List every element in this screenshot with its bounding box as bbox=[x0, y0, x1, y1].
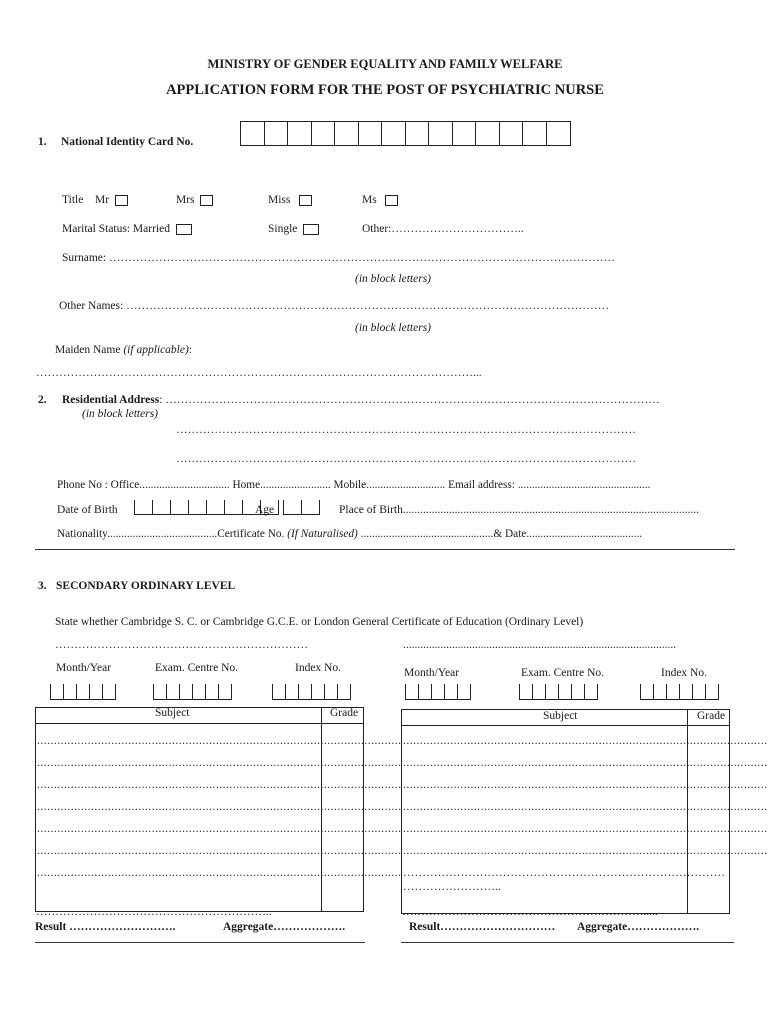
title-option-mrs[interactable] bbox=[176, 194, 213, 206]
address-line-2[interactable]: ………………………………………………………………………………………………………… bbox=[176, 424, 636, 436]
phone-email-line[interactable]: Phone No : Office................................ Home......................... Mobile............................ Email address: ............................................... bbox=[57, 479, 651, 491]
title-option-miss[interactable] bbox=[268, 194, 312, 206]
marital-status-married[interactable] bbox=[62, 223, 192, 235]
right-exam-centre-label: Exam. Centre No. bbox=[521, 667, 605, 679]
left-subject-row[interactable]: ............................................................................................................ bbox=[37, 779, 402, 791]
maiden-note: (if applicable) bbox=[123, 344, 189, 356]
right-bottom-dots: ………………………………………………………..... bbox=[402, 906, 658, 918]
form-title: APPLICATION FORM FOR THE POST OF PSYCHIATRIC NURSE bbox=[166, 82, 604, 98]
marital-married-label: Marital Status: Married bbox=[62, 223, 170, 235]
nic-label: National Identity Card No. bbox=[61, 136, 194, 148]
maiden-colon: : bbox=[188, 344, 193, 356]
naturalised-note: (If Naturalised) bbox=[287, 528, 358, 540]
left-subject-header: Subject bbox=[155, 707, 190, 719]
right-subject-row[interactable]: ............................................................................................................ bbox=[403, 801, 768, 813]
address-line-3[interactable]: ………………………………………………………………………………………………………… bbox=[176, 453, 636, 465]
residential-address-dots: : ………………………………………………………………………………………………………………… bbox=[159, 394, 660, 406]
right-exam-centre-boxes[interactable] bbox=[519, 684, 598, 700]
marital-other-field[interactable]: Other:…………………………….. bbox=[362, 223, 524, 235]
left-subject-row[interactable]: ............................................................................................................ bbox=[37, 823, 402, 835]
left-subject-row[interactable]: ............................................................................................................ bbox=[37, 867, 402, 879]
left-month-year-label: Month/Year bbox=[56, 662, 112, 674]
section2-number: 2. bbox=[38, 394, 47, 406]
single-label: Single bbox=[268, 223, 298, 235]
left-exam-dots[interactable]: ………………………………………………………… bbox=[55, 639, 308, 651]
section3-label: SECONDARY ORDINARY LEVEL bbox=[56, 580, 236, 592]
right-aggregate-field[interactable]: Aggregate………………. bbox=[577, 921, 700, 933]
right-index-label: Index No. bbox=[661, 667, 707, 679]
right-month-year-label: Month/Year bbox=[404, 667, 460, 679]
left-index-boxes[interactable] bbox=[272, 684, 351, 700]
age-label: Age bbox=[255, 504, 275, 516]
left-index-label: Index No. bbox=[295, 662, 341, 674]
right-subject-row[interactable]: ............................................................................................................ bbox=[403, 779, 768, 791]
age-input-boxes[interactable] bbox=[283, 500, 320, 515]
right-result-field[interactable]: Result………………………… bbox=[409, 921, 556, 933]
place-of-birth-field[interactable]: Place of Birth....................................................................................................... bbox=[339, 504, 699, 516]
residential-address-label: Residential Address bbox=[62, 394, 160, 406]
title-mr-checkbox[interactable] bbox=[115, 195, 128, 206]
left-month-year-boxes[interactable] bbox=[50, 684, 116, 700]
left-aggregate-field[interactable]: Aggregate………………. bbox=[223, 921, 346, 933]
right-subject-row[interactable]: ............................................................................................................ bbox=[403, 845, 768, 857]
title-ms-checkbox[interactable] bbox=[385, 195, 398, 206]
title-miss-label: Miss bbox=[268, 194, 291, 206]
other-names-block-note: (in block letters) bbox=[355, 322, 432, 334]
right-month-year-boxes[interactable] bbox=[405, 684, 471, 700]
surname-field[interactable]: Surname: …………………………………………………………………………………………………………………… bbox=[62, 252, 615, 264]
address-block-note: (in block letters) bbox=[82, 408, 159, 420]
married-checkbox[interactable] bbox=[176, 224, 192, 235]
right-subject-row[interactable]: ............................................................................................................ bbox=[403, 757, 768, 769]
ministry-heading: MINISTRY OF GENDER EQUALITY AND FAMILY WELFARE bbox=[207, 57, 563, 71]
maiden-name-label bbox=[55, 344, 192, 356]
left-bottom-rule bbox=[35, 942, 365, 943]
right-subject-row[interactable]: ............................................................................................................ bbox=[403, 735, 768, 747]
section3-number: 3. bbox=[38, 580, 47, 592]
right-subject-row-extra-2[interactable]: …………………….. bbox=[403, 881, 501, 893]
right-index-boxes[interactable] bbox=[640, 684, 719, 700]
title-ms-label: Ms bbox=[362, 194, 377, 206]
section3-instruction: State whether Cambridge S. C. or Cambridge G.C.E. or London General Certificate of Education (Ordinary Level) bbox=[55, 616, 584, 628]
other-names-field[interactable]: Other Names: ……………………………………………………………………………………………………………… bbox=[59, 300, 610, 312]
right-subject-header: Subject bbox=[543, 710, 578, 722]
nationality-label: Nationality.......................................Certificate No. bbox=[57, 528, 285, 540]
left-subject-row[interactable]: ............................................................................................................ bbox=[37, 735, 402, 747]
left-subject-row[interactable]: ............................................................................................................ bbox=[37, 801, 402, 813]
title-option-ms[interactable] bbox=[362, 194, 398, 206]
right-subject-row-extra[interactable]: ………………………………………………………………………… bbox=[403, 867, 725, 879]
section-divider bbox=[35, 549, 735, 550]
nationality-line[interactable] bbox=[57, 528, 642, 540]
title-mrs-label: Mrs bbox=[176, 194, 195, 206]
dob-label: Date of Birth bbox=[57, 504, 118, 516]
title-mr-label: Mr bbox=[95, 194, 110, 206]
left-subject-row[interactable]: ............................................................................................................ bbox=[37, 757, 402, 769]
maiden-name-field[interactable]: ……………………………………………………………………………………………………... bbox=[36, 367, 482, 379]
left-exam-centre-label: Exam. Centre No. bbox=[155, 662, 239, 674]
title-label: Title bbox=[62, 194, 84, 206]
left-grade-header: Grade bbox=[330, 707, 359, 719]
title-mrs-checkbox[interactable] bbox=[200, 195, 213, 206]
residential-address-field[interactable] bbox=[62, 394, 660, 406]
marital-status-single[interactable] bbox=[268, 223, 319, 235]
left-subject-row[interactable]: ............................................................................................................ bbox=[37, 845, 402, 857]
right-subject-row[interactable]: ............................................................................................................ bbox=[403, 823, 768, 835]
title-option-mr[interactable] bbox=[95, 194, 128, 206]
left-bottom-dots: …………………………………………………….. bbox=[36, 906, 272, 918]
maiden-label-text: Maiden Name bbox=[55, 344, 121, 356]
nic-input-boxes[interactable] bbox=[240, 121, 571, 146]
left-exam-centre-boxes[interactable] bbox=[153, 684, 232, 700]
left-result-field[interactable]: Result ………………………. bbox=[35, 921, 176, 933]
section1-number: 1. bbox=[38, 136, 47, 148]
right-grade-header: Grade bbox=[697, 710, 726, 722]
right-bottom-rule bbox=[401, 942, 734, 943]
single-checkbox[interactable] bbox=[303, 224, 319, 235]
nationality-tail: ...............................................& Date......................................... bbox=[360, 528, 643, 540]
right-exam-dots[interactable]: ............................................................................................... bbox=[403, 639, 677, 651]
title-miss-checkbox[interactable] bbox=[299, 195, 312, 206]
surname-block-note: (in block letters) bbox=[355, 273, 432, 285]
